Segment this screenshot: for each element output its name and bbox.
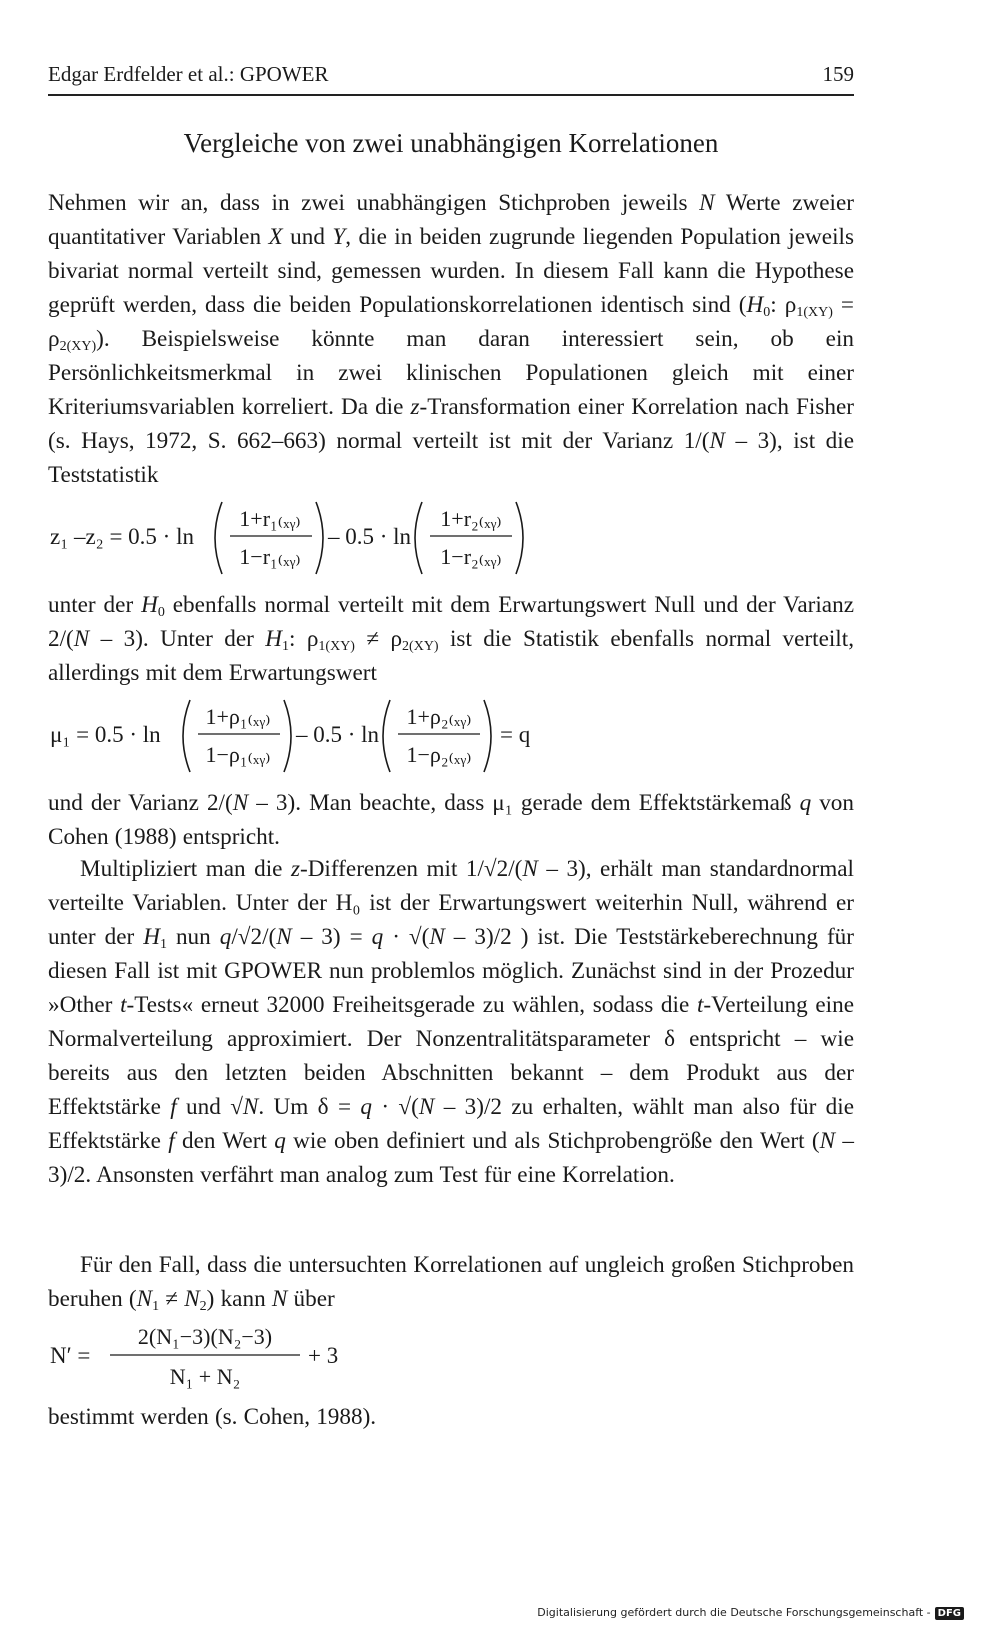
paragraph-null-distribution: unter der $H_0$ ebenfalls normal verteilt mit dem Erwartungswert Null und der Varianz 2/(N – 3). Unter der $H_1$: $\rho_{1(XY)} \ne \rho_{2(XY)}$ ist die Statistik ebenfalls normal verteilt, allerdings mit dem Erwartungswert xyxy=(48,592,854,686)
paragraph-effect-size: und der Varianz 2/(N – 3). Man beachte, dass μ₁ gerade dem Effektstärkemaß q von Cohen (1988) entspricht. xyxy=(48,790,854,850)
text-span: von Cohen (1988) entspricht. xyxy=(48,790,854,850)
text-span: /√2/( xyxy=(231,924,277,950)
text-span: . Um δ = xyxy=(258,1094,361,1120)
eq1-numerator-2: 1+r₂₍ₓᵧ₎ xyxy=(440,506,502,531)
text-span: – 3), ist die Teststatistik xyxy=(48,428,854,488)
text-span: ebenfalls normal verteilt mit dem Erwartungswert Null und der Varianz 2/( xyxy=(48,592,854,652)
text-span: ist die Statistik ebenfalls normal verteilt, allerdings mit dem Erwartungswert xyxy=(48,626,854,686)
text-span: wie oben definiert und als Stichprobengröße den Wert ( xyxy=(285,1128,820,1154)
text-span: Nehmen wir an, dass in zwei unabhängigen Stichproben jeweils xyxy=(48,190,700,216)
eq2-denominator-1: 1−ρ₁₍ₓᵧ₎ xyxy=(205,742,271,767)
text-span: und √ xyxy=(176,1094,243,1120)
text-span: -Transformation einer Korrelation nach Fisher (s. Hays, 1972, S. 662–663) normal verteilt ist mit der Varianz 1/( xyxy=(48,394,855,454)
text-span: und der Varianz 2/( xyxy=(48,790,233,816)
section-title: Vergleiche von zwei unabhängigen Korrelationen xyxy=(183,128,719,158)
text-span: , die in beiden zugrunde liegenden Population jeweils bivariat normal verteilt sind, gemessen wurden. In diesem Fall kann die Hypothese geprüft werden, dass die beiden Populationskorrelationen identisch sind ( xyxy=(48,224,854,318)
text-span: – 3), erhält man standardnormal verteilte Variablen. Unter der H₀ ist der Erwartungswert weiterhin Null, während er unter der xyxy=(48,856,854,950)
eq3-numerator: 2(N₁−3)(N₂−3) xyxy=(137,1324,273,1349)
text-span: – 3)/2 zu erhalten, wählt man also für die Effektstärke xyxy=(48,1094,855,1154)
text-span: -Tests« erneut 32000 Freiheitsgerade zu wählen, sodass die xyxy=(126,992,697,1018)
eq3-rhs: + 3 xyxy=(308,1343,339,1368)
footer-text: Digitalisierung gefördert durch die Deutsche Forschungsgemeinschaft - xyxy=(537,1606,931,1619)
running-head-author: Edgar Erdfelder et al.: GPOWER xyxy=(48,62,329,86)
eq2-lhs: μ₁ = 0.5 · ln xyxy=(50,722,161,747)
text-span: -Differenzen mit 1/√2/( xyxy=(299,856,523,882)
page-number: 159 xyxy=(822,62,854,86)
eq1-lhs: z₁ –z₂ = 0.5 · ln xyxy=(50,524,194,549)
text-span: – 3). Man beachte, dass μ₁ gerade dem Effektstärkemaß xyxy=(248,790,800,816)
equation-expected-value xyxy=(50,694,610,778)
text-span: Für den Fall, dass die untersuchten Korrelationen auf ungleich großen Stichproben beruhen ( xyxy=(48,1252,854,1312)
text-span: – 3)/2 ) ist. Die Teststärkeberechnung für diesen Fall ist mit GPOWER nun problemlos möglich. Zunächst sind in der Prozedur »Other xyxy=(48,924,854,1018)
text-span: Werte zweier quantitativer Variablen xyxy=(48,190,854,250)
eq3-lhs: N′ = xyxy=(50,1343,91,1368)
eq1-middle: – 0.5 · ln xyxy=(328,524,412,549)
text-span: ) kann xyxy=(206,1286,272,1312)
text-span: · √( xyxy=(383,924,430,950)
text-span: den Wert xyxy=(174,1128,275,1154)
eq2-numerator-2: 1+ρ₂₍ₓᵧ₎ xyxy=(406,704,472,729)
paragraph-intro: Nehmen wir an, dass in zwei unabhängigen Stichproben jeweils N Werte zweier quantitativer Variablen X und Y, die in beiden zugrunde liegenden Population jeweils bivariat normal verteilt sind, gemessen wurden. In diesem Fall kann die Hypothese geprüft werden, dass die beiden Populationskorrelationen identisch sind ($H_0$: $\rho_{1(XY)} = \rho_{2(XY)}$). Beispielsweise könnte man daran interessiert sein, ob ein Persönlichkeitsmerkmal in zwei klinischen Populationen gleich mit einer Kriteriumsvariablen korreliert. Da die z-Transformation einer Korrelation nach Fisher (s. Hays, 1972, S. 662–663) normal verteilt ist mit der Varianz 1/(N – 3), ist die Teststatistik xyxy=(48,190,855,488)
eq2-rhs: = q xyxy=(500,722,531,747)
running-head xyxy=(48,60,854,96)
text-span: unter der xyxy=(48,592,142,618)
eq2-middle: – 0.5 · ln xyxy=(296,722,380,747)
paragraph-conclusion: bestimmt werden (s. Cohen, 1988). xyxy=(48,1404,377,1430)
text-span: Multipliziert man die xyxy=(80,856,291,882)
dfg-logo: DFG xyxy=(935,1607,964,1620)
eq2-numerator-1: 1+ρ₁₍ₓᵧ₎ xyxy=(205,704,271,729)
text-span: -Verteilung eine Normalverteilung approximiert. Der Nonzentralitätsparameter δ entspricht – wie bereits aus den letzten beiden Abschnitten bekannt – dem Produkt aus der Effektstärke xyxy=(48,992,854,1120)
equation-harmonic-n xyxy=(50,1318,390,1398)
eq1-denominator-1: 1−r₁₍ₓᵧ₎ xyxy=(239,544,301,569)
text-span: und xyxy=(282,224,333,250)
text-span: nun xyxy=(166,924,220,950)
text-span: · √( xyxy=(372,1094,419,1120)
eq2-denominator-2: 1−ρ₂₍ₓᵧ₎ xyxy=(406,742,472,767)
digitization-footer xyxy=(537,1606,964,1620)
text-span: ). Beispielsweise könnte man daran interessiert sein, ob ein Persönlichkeitsmerkmal in zwei klinischen Populationen gleich mit einer Kriteriumsvariablen korreliert. Da die xyxy=(48,326,854,420)
eq1-denominator-2: 1−r₂₍ₓᵧ₎ xyxy=(440,544,502,569)
text-span: – 3). Unter der xyxy=(89,626,266,652)
text-span: über xyxy=(287,1286,335,1312)
paragraph-power-computation: Multipliziert man die z-Differenzen mit 1/√2/(N – 3), erhält man standardnormal verteilte Variablen. Unter der H₀ ist der Erwartungswert weiterhin Null, während er unter der $H_1$ nun q/√2/(N – 3) = q · √(N – 3)/2 ) ist. Die Teststärkeberechnung für diesen Fall ist mit GPOWER nun problemlos möglich. Zunächst sind in der Prozedur »Other t-Tests« erneut 32000 Freiheitsgerade zu wählen, sodass die t-Verteilung eine Normalverteilung approximiert. Der Nonzentralitätsparameter δ entspricht – wie bereits aus den letzten beiden Abschnitten bekannt – dem Produkt aus der Effektstärke f und √N. Um δ = q · √(N – 3)/2 zu erhalten, wählt man also für die Effektstärke f den Wert q wie oben definiert und als Stichprobengröße den Wert (N – 3)/2. Ansonsten verfährt man analog zum Test für eine Korrelation. xyxy=(48,856,855,1188)
eq1-numerator-1: 1+r₁₍ₓᵧ₎ xyxy=(239,506,301,531)
eq3-denominator: N₁ + N₂ xyxy=(169,1364,241,1389)
paragraph-unequal-samples: Für den Fall, dass die untersuchten Korrelationen auf ungleich großen Stichproben beruhen $(N_1 \ne N_2)$ kann N über xyxy=(48,1252,854,1314)
text-span: – 3)/2. Ansonsten verfährt man analog zum Test für eine Korrelation. xyxy=(48,1128,854,1188)
equation-z-difference xyxy=(50,496,610,580)
text-span: – 3) = xyxy=(291,924,372,950)
